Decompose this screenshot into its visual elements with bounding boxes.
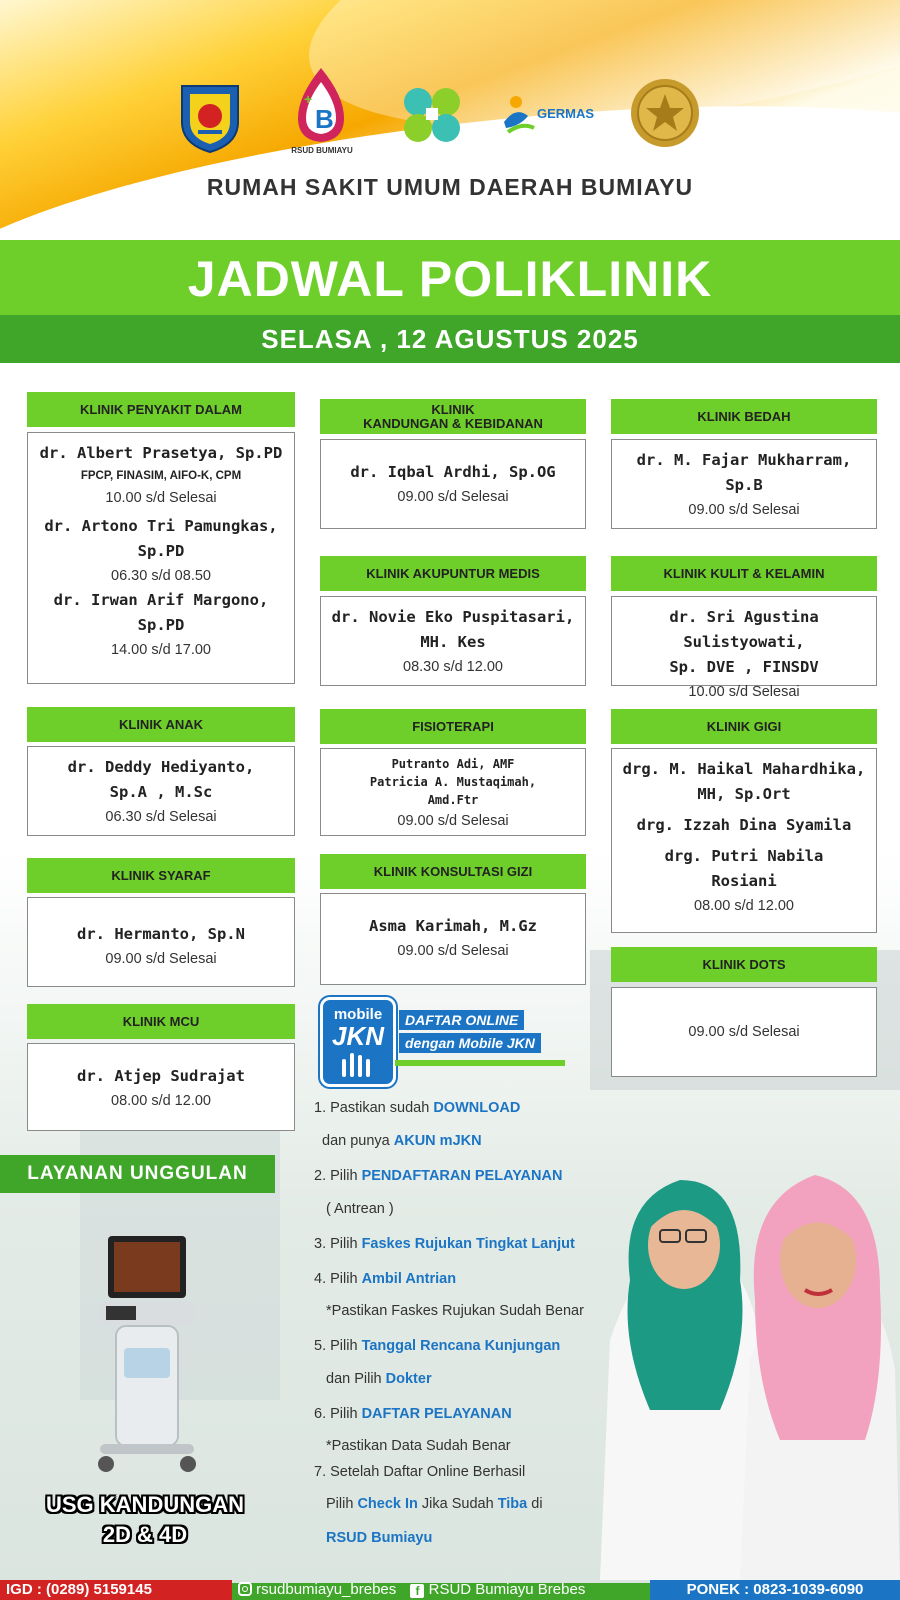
schedule-time: 06.30 s/d 08.50 [111, 568, 211, 584]
title-band [0, 240, 900, 315]
schedule-time: 09.00 s/d Selesai [688, 502, 800, 518]
clinic-penyakit-dalam-body [27, 432, 295, 684]
doctor-credentials: FPCP, FINASIM, AIFO-K, CPM [80, 470, 242, 482]
usg-line2: 2D & 4D [102, 1522, 188, 1547]
date-band [0, 315, 900, 363]
doctor-name: dr. M. Fajar Mukharram, [636, 451, 852, 469]
germas-logo-caption: GERMAS [537, 106, 595, 121]
clinic-dots-header: KLINIK DOTS [611, 947, 877, 982]
step-item: 4. Pilih Ambil Antrian [314, 1271, 457, 1287]
igd-phone: IGD : (0289) 5159145 [0, 1580, 232, 1600]
step-item: Pilih Check In Jika Sudah Tiba di [326, 1496, 543, 1512]
clinic-fisioterapi-body [320, 748, 586, 836]
doctor-name: dr. Deddy Hediyanto, [67, 758, 255, 776]
clinic-fisioterapi-header: FISIOTERAPI [320, 709, 586, 744]
jkn-banner-line1: DAFTAR ONLINE [399, 1010, 524, 1030]
doctor-name: dr. Novie Eko Puspitasari, [331, 608, 575, 626]
staff-name: Putranto Adi, AMF [391, 757, 515, 771]
clinic-syaraf-body [27, 897, 295, 987]
schedule-time: 09.00 s/d Selesai [688, 1024, 800, 1040]
jkn-underline [395, 1060, 565, 1066]
jkn-banner [399, 1010, 569, 1054]
step-item: 5. Pilih Tanggal Rencana Kunjungan [314, 1338, 561, 1354]
step-item: *Pastikan Faskes Rujukan Sudah Benar [326, 1303, 584, 1319]
staff-name: Asma Karimah, M.Gz [369, 917, 537, 935]
doctor-title: MH, Sp.Ort [697, 785, 791, 803]
step-item: RSUD Bumiayu [326, 1530, 433, 1546]
instagram-icon [238, 1582, 252, 1596]
clinic-kandungan-header [320, 399, 586, 434]
accreditation-logo [628, 76, 702, 150]
svg-text:B: B [315, 104, 334, 134]
rsud-logo-caption: RSUD BUMIAYU [291, 146, 353, 155]
step-item: 6. Pilih DAFTAR PELAYANAN [314, 1406, 512, 1422]
step-item: 2. Pilih PENDAFTARAN PELAYANAN [314, 1168, 563, 1184]
staff-name: Patricia A. Mustaqimah, [369, 775, 537, 789]
clinic-bedah-body [611, 439, 877, 529]
clinic-kulit-header: KLINIK KULIT & KELAMIN [611, 556, 877, 591]
staff-title: Amd.Ftr [427, 793, 479, 807]
clinic-gigi-body [611, 748, 877, 933]
svg-text:+: + [304, 91, 313, 107]
step-item: *Pastikan Data Sudah Benar [326, 1438, 511, 1454]
schedule-time: 08.00 s/d 12.00 [694, 898, 794, 914]
clinic-syaraf-header: KLINIK SYARAF [27, 858, 295, 893]
doctor-name: dr. Hermanto, Sp.N [77, 925, 245, 943]
clinic-akupuntur-body [320, 596, 586, 686]
clinic-gigi-header: KLINIK GIGI [611, 709, 877, 744]
clinic-penyakit-dalam-header: KLINIK PENYAKIT DALAM [27, 392, 295, 427]
doctor-name: drg. M. Haikal Mahardhika, [622, 760, 866, 778]
schedule-time: 09.00 s/d Selesai [397, 813, 509, 829]
jkn-logo-bottom: JKN [331, 1021, 384, 1051]
step-item: dan Pilih Dokter [326, 1371, 432, 1387]
doctor-name: dr. Iqbal Ardhi, Sp.OG [350, 463, 556, 481]
doctor-title: Sp.A , M.Sc [109, 783, 213, 801]
ultrasound-machine-illustration [70, 1230, 220, 1490]
clinic-mcu-header: KLINIK MCU [27, 1004, 295, 1039]
clinic-kandungan-title-2: KANDUNGAN & KEBIDANAN [363, 415, 543, 431]
facebook-page[interactable]: RSUD Bumiayu Brebes [428, 1581, 586, 1598]
doctor-title: Sp. DVE , FINSDV [669, 658, 819, 676]
clinic-gizi-header: KLINIK KONSULTASI GIZI [320, 854, 586, 889]
kemenkes-logo [396, 78, 468, 150]
schedule-time: 09.00 s/d Selesai [397, 489, 509, 505]
doctor-name: dr. Irwan Arif Margono, [53, 591, 269, 609]
ponek-phone: PONEK : 0823-1039-6090 [650, 1580, 900, 1600]
logo-row [0, 66, 900, 156]
doctor-name: dr. Albert Prasetya, Sp.PD [39, 444, 283, 462]
step-item: dan punya AKUN mJKN [322, 1133, 482, 1149]
schedule-time: 08.30 s/d 12.00 [403, 659, 503, 675]
schedule-time: 09.00 s/d Selesai [105, 951, 217, 967]
clinic-mcu-body [27, 1043, 295, 1131]
clinic-kulit-body [611, 596, 877, 700]
clinic-anak-header: KLINIK ANAK [27, 707, 295, 742]
jkn-logo-top: mobile [333, 1006, 383, 1023]
instagram-handle[interactable]: rsudbumiayu_brebes [256, 1581, 397, 1598]
schedule-time: 10.00 s/d Selesai [688, 684, 800, 700]
clinic-anak-body [27, 746, 295, 836]
mobile-jkn-logo [320, 997, 396, 1087]
page-title: JADWAL POLIKLINIK [187, 251, 713, 307]
doctor-name: dr. Sri Agustina Sulistyowati, [669, 608, 819, 651]
doctor-name: dr. Artono Tri Pamungkas, [44, 517, 278, 535]
doctor-title: Sp.PD [137, 616, 185, 634]
doctor-name: drg. Izzah Dina Syamila [636, 816, 852, 834]
step-item: 7. Setelah Daftar Online Berhasil [314, 1464, 526, 1480]
hospital-name: RUMAH SAKIT UMUM DAERAH BUMIAYU [206, 174, 694, 200]
clinic-kandungan-body [320, 439, 586, 529]
clinic-gizi-body [320, 893, 586, 985]
step-item: 3. Pilih Faskes Rujukan Tingkat Lanjut [314, 1236, 575, 1252]
doctor-name: Rosiani [711, 872, 777, 890]
schedule-time: 14.00 s/d 17.00 [111, 642, 211, 658]
jkn-banner-line2: dengan Mobile JKN [399, 1033, 541, 1053]
step-item: 1. Pastikan sudah DOWNLOAD [314, 1100, 521, 1116]
layanan-unggulan-header: LAYANAN UNGGULAN [0, 1155, 275, 1193]
schedule-time: 09.00 s/d Selesai [397, 943, 509, 959]
schedule-time: 06.30 s/d Selesai [105, 809, 217, 825]
schedule-time: 10.00 s/d Selesai [105, 490, 217, 506]
usg-label [0, 1490, 290, 1550]
step-item: ( Antrean ) [326, 1201, 394, 1217]
doctor-name: dr. Atjep Sudrajat [77, 1067, 245, 1085]
usg-line1: USG KANDUNGAN [46, 1492, 244, 1517]
clinic-bedah-header: KLINIK BEDAH [611, 399, 877, 434]
hand-icon [338, 1051, 378, 1077]
doctor-title: Sp.B [725, 476, 763, 494]
clinic-dots-body [611, 987, 877, 1077]
doctor-title: Sp.PD [137, 542, 185, 560]
clinic-akupuntur-header: KLINIK AKUPUNTUR MEDIS [320, 556, 586, 591]
schedule-time: 08.00 s/d 12.00 [111, 1093, 211, 1109]
brebes-regency-logo [178, 82, 242, 154]
rsud-bumiayu-logo [282, 66, 360, 158]
clinic-kandungan-title-1: KLINIK [431, 401, 475, 417]
facebook-icon: f [410, 1584, 424, 1598]
doctor-name: drg. Putri Nabila [664, 847, 824, 865]
schedule-date: SELASA , 12 AGUSTUS 2025 [261, 324, 639, 354]
social-links [232, 1580, 650, 1600]
doctor-title: MH. Kes [420, 633, 486, 651]
doctors-illustration [580, 1080, 900, 1580]
